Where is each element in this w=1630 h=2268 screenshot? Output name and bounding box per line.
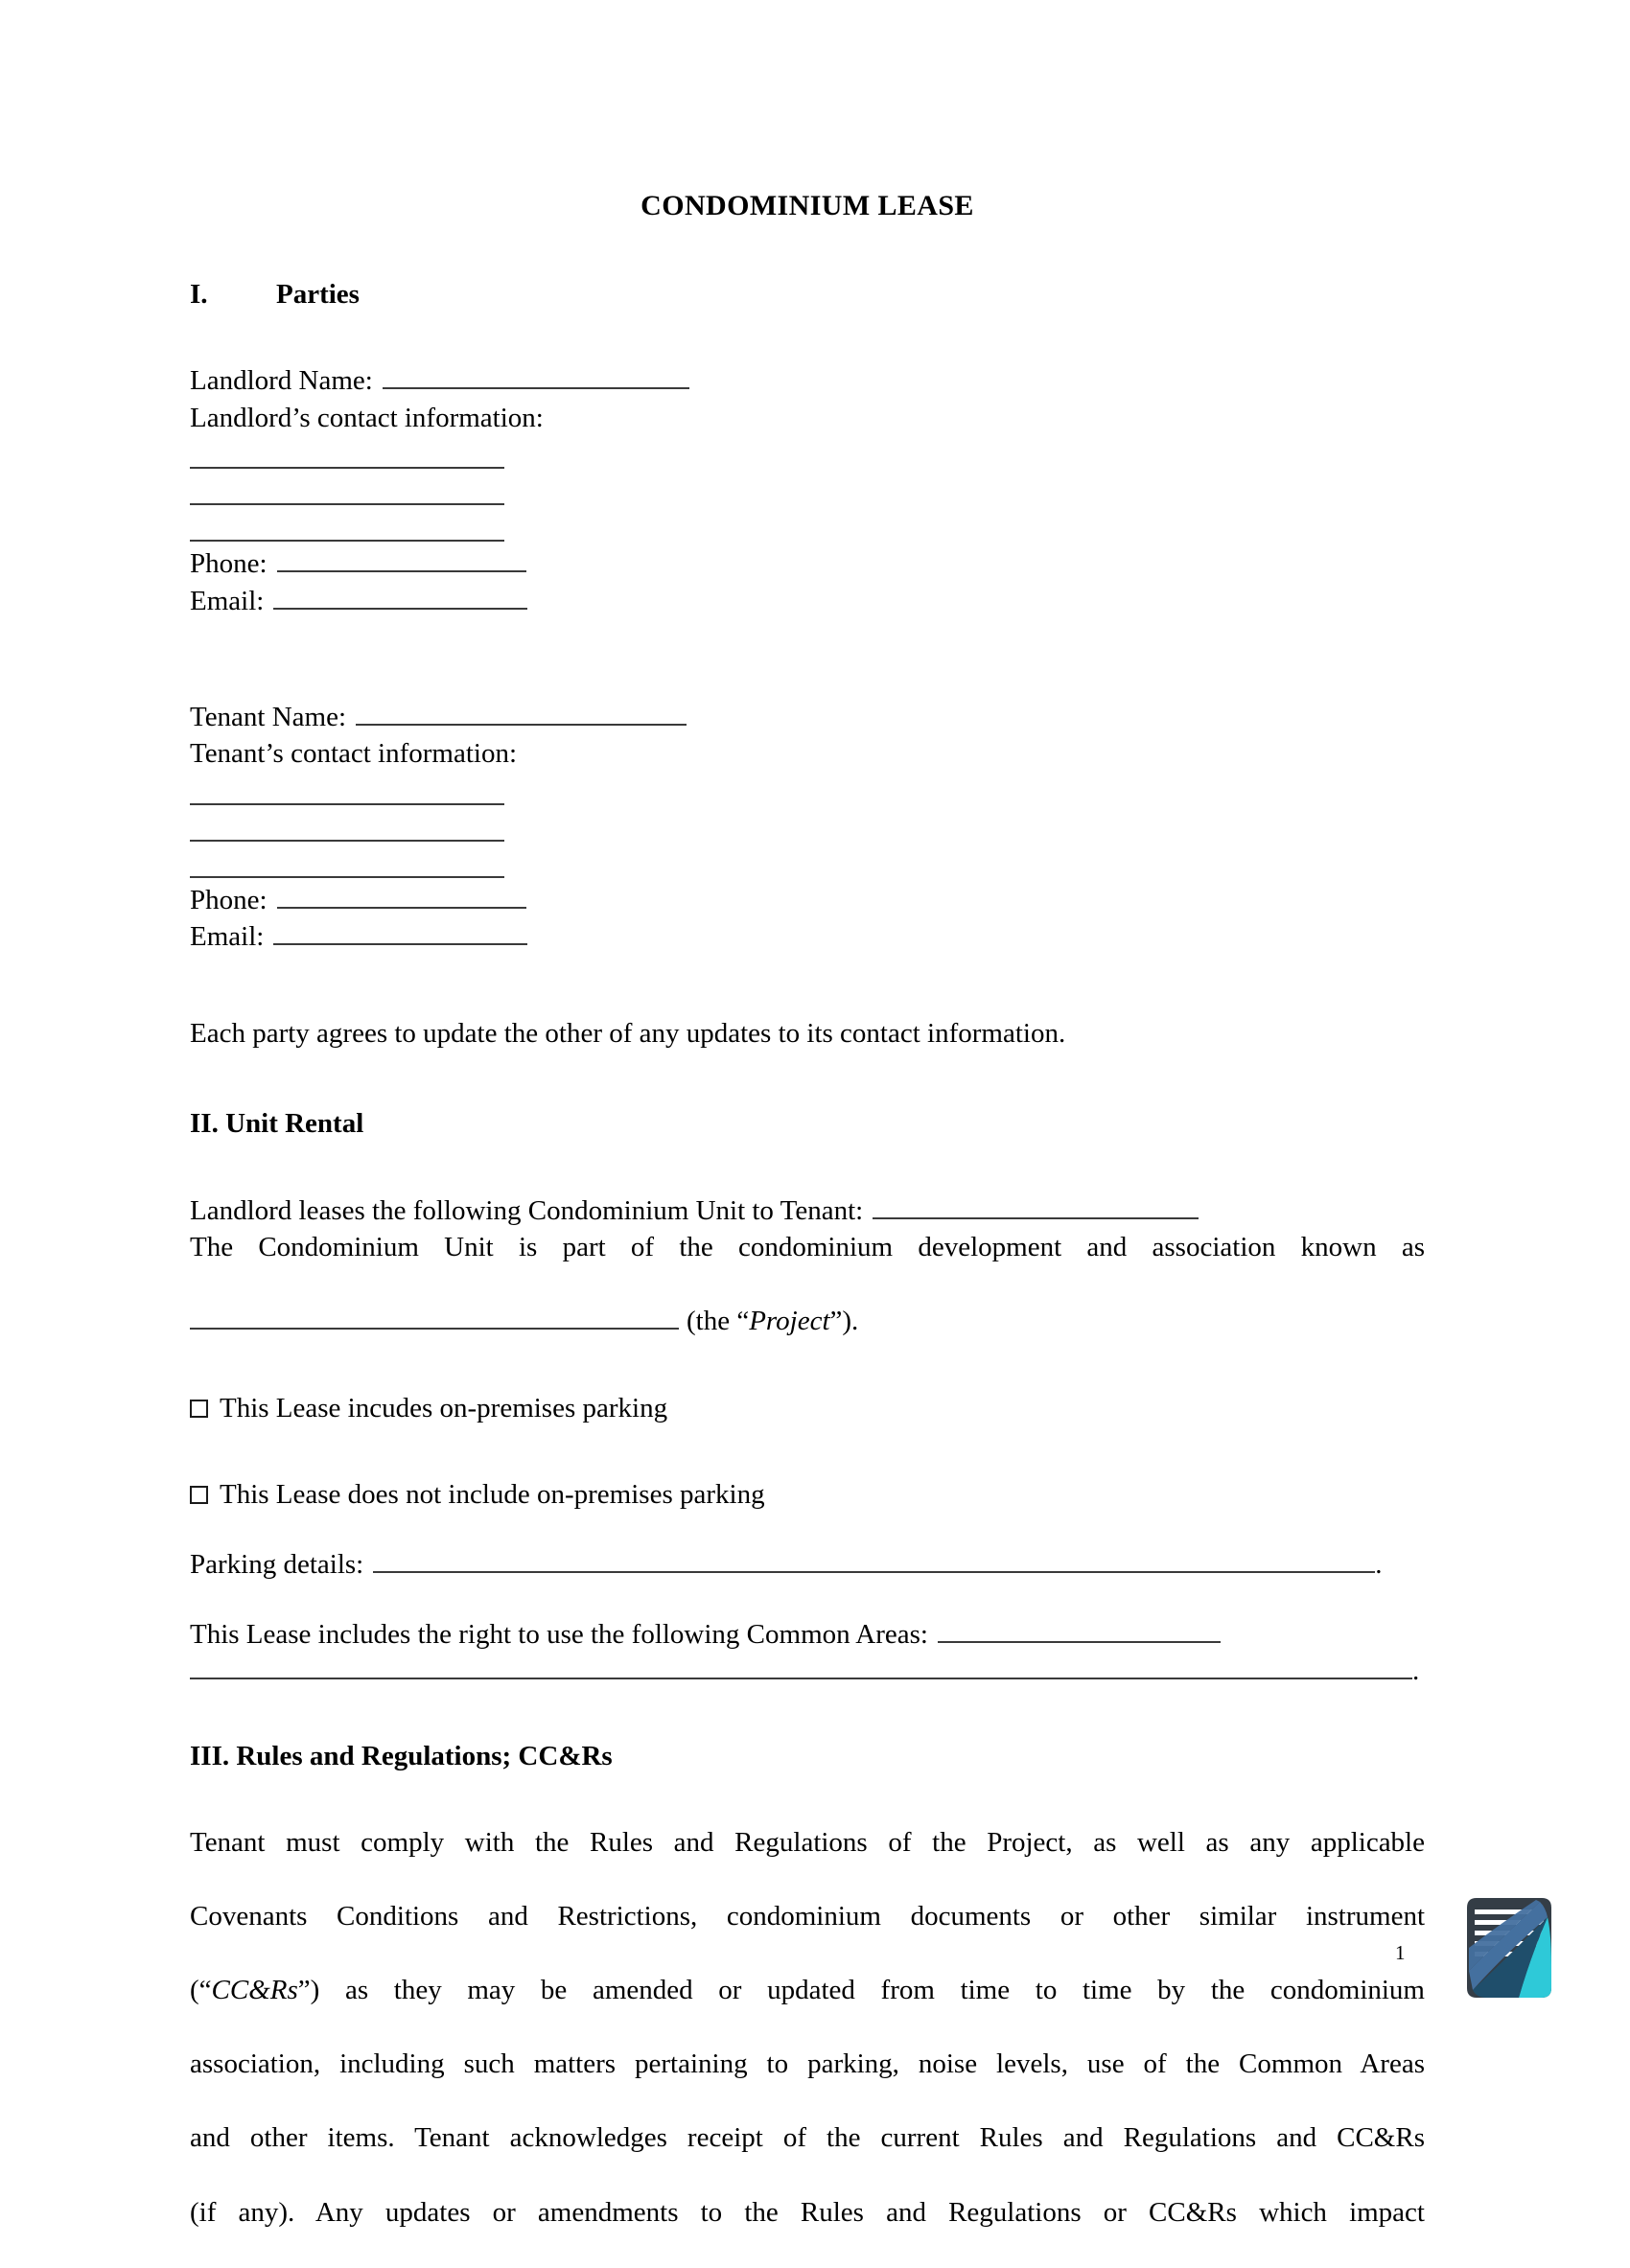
project-name-input-line[interactable] [190, 1306, 679, 1331]
landlord-phone-row [190, 545, 1425, 583]
tenant-address-input-line-3[interactable] [190, 876, 504, 878]
parking-details-terminator: . [1375, 1548, 1383, 1580]
page-title: CONDOMINIUM LEASE [640, 190, 974, 221]
landlord-contact-label-row [190, 400, 1425, 437]
landlord-address-input-line-2[interactable] [190, 503, 504, 505]
section-title-parties: Parties [276, 279, 360, 310]
project-term-italic: Project [749, 1306, 830, 1337]
spacer [190, 1514, 1425, 1546]
landlord-email-row [190, 583, 1425, 620]
common-areas-row [190, 1616, 1425, 1654]
rules-body-paragraph [190, 1824, 1425, 2268]
section-heading-rules: III. Rules and Regulations; CC&Rs [190, 1740, 613, 1771]
spacer [190, 1426, 1425, 1476]
tenant-phone-label: Phone: [190, 884, 268, 915]
parking-details-row [190, 1546, 1425, 1584]
common-areas-terminator: . [1412, 1655, 1420, 1687]
landlord-name-label: Landlord Name: [190, 365, 373, 397]
rules-body-line-5: and other items. Tenant acknowledges receipt of the current Rules and Regulations and CC&Rs [190, 2122, 1425, 2154]
parking-details-input-line[interactable] [373, 1548, 1375, 1573]
checkbox-label-excludes-parking: This Lease does not include on-premises parking [220, 1479, 765, 1511]
tenant-contact-label-row [190, 735, 1425, 773]
tenant-name-row [190, 699, 1425, 736]
checkbox-label-includes-parking: This Lease incudes on-premises parking [220, 1392, 668, 1423]
tenant-address-input-line-1[interactable] [190, 803, 504, 805]
checkbox-icon-includes-parking[interactable] [190, 1400, 208, 1418]
landlord-name-row [190, 362, 1425, 400]
document-content [190, 0, 1425, 2268]
tenant-email-label: Email: [190, 921, 265, 953]
section-heading-unit-rental: II. Unit Rental [190, 1108, 364, 1140]
common-areas-row-2 [190, 1653, 1425, 1690]
landlord-contact-line-1[interactable] [190, 436, 1425, 473]
spacer [190, 680, 1425, 699]
landlord-contact-label: Landlord’s contact information: [190, 402, 544, 433]
checkbox-row-excludes-parking[interactable] [190, 1476, 1425, 1514]
unit-rental-lease-label: Landlord leases the following Condominium Unit to Tenant: [190, 1194, 864, 1226]
parties-closing-note: Each party agrees to update the other of any updates to its contact information. [190, 1017, 1066, 1049]
spacer [190, 620, 1425, 680]
landlord-email-label: Email: [190, 585, 265, 616]
spacer [190, 1690, 1425, 1738]
common-areas-input-line-2[interactable] [190, 1655, 1412, 1679]
tenant-phone-input-line[interactable] [277, 884, 526, 909]
landlord-name-input-line[interactable] [383, 365, 689, 390]
tenant-contact-line-3[interactable] [190, 845, 1425, 882]
parking-details-label: Parking details: [190, 1548, 364, 1580]
landlord-email-input-line[interactable] [273, 585, 527, 610]
common-areas-label: This Lease includes the right to use the following Common Areas: [190, 1618, 928, 1650]
project-suffix-pre: (the “ [687, 1306, 750, 1337]
rules-body-line-6: (if any). Any updates or amendments to the Rules and Regulations or CC&Rs which impact [190, 2196, 1425, 2228]
landlord-phone-input-line[interactable] [277, 548, 526, 573]
section-heading-parties [190, 220, 1425, 312]
rules-body-line-4: association, including such matters pertaining to parking, noise levels, use of the Common Areas [190, 2048, 1425, 2080]
checkbox-icon-excludes-parking[interactable] [190, 1486, 208, 1504]
landlord-address-input-line-1[interactable] [190, 467, 504, 469]
tenant-email-input-line[interactable] [273, 920, 527, 945]
rules-body-line-1: Tenant must comply with the Rules and Regulations of the Project, as well as any applicable [190, 1826, 1425, 1858]
project-description-line: The Condominium Unit is part of the condominium development and association known as [190, 1232, 1425, 1263]
tenant-contact-label: Tenant’s contact information: [190, 738, 518, 770]
tenant-contact-line-2[interactable] [190, 809, 1425, 845]
checkbox-row-includes-parking[interactable] [190, 1390, 1425, 1427]
spacer [190, 956, 1425, 1015]
common-areas-input-line-1[interactable] [938, 1618, 1221, 1643]
project-suffix-post: ”). [829, 1306, 859, 1337]
landlord-contact-line-2[interactable] [190, 473, 1425, 509]
section-number-i: I. [190, 279, 208, 310]
ccrs-quote-open: (“ [190, 1975, 212, 2006]
tenant-name-input-line[interactable] [356, 701, 687, 726]
project-name-row [190, 1303, 1425, 1340]
unit-rental-lease-row [190, 1192, 1425, 1230]
landlord-contact-line-3[interactable] [190, 509, 1425, 545]
tenant-phone-row [190, 882, 1425, 919]
tenant-contact-line-1[interactable] [190, 773, 1425, 809]
ccrs-line-rest: ”) as they may be amended or updated from time to time by the condominium [297, 1975, 1425, 2006]
rules-body-line-2: Covenants Conditions and Restrictions, condominium documents or other similar instrument [190, 1901, 1425, 1932]
landlord-address-input-line-3[interactable] [190, 540, 504, 542]
spacer [190, 1584, 1425, 1616]
ccrs-term-italic: CC&Rs [211, 1975, 298, 2006]
spacer [190, 1774, 1425, 1824]
spacer [190, 312, 1425, 362]
landlord-phone-label: Phone: [190, 548, 268, 580]
tenant-name-label: Tenant Name: [190, 701, 347, 732]
condominium-unit-input-line[interactable] [873, 1194, 1199, 1219]
unit-rental-project-paragraph [190, 1229, 1425, 1303]
spacer [190, 1143, 1425, 1192]
document-logo [1459, 1890, 1567, 2003]
tenant-email-row [190, 918, 1425, 956]
page-number: 1 [1395, 1941, 1406, 1964]
spacer [190, 1052, 1425, 1105]
rules-body-line-3 [190, 1972, 1425, 2046]
tenant-address-input-line-2[interactable] [190, 840, 504, 842]
spacer [190, 1340, 1425, 1390]
